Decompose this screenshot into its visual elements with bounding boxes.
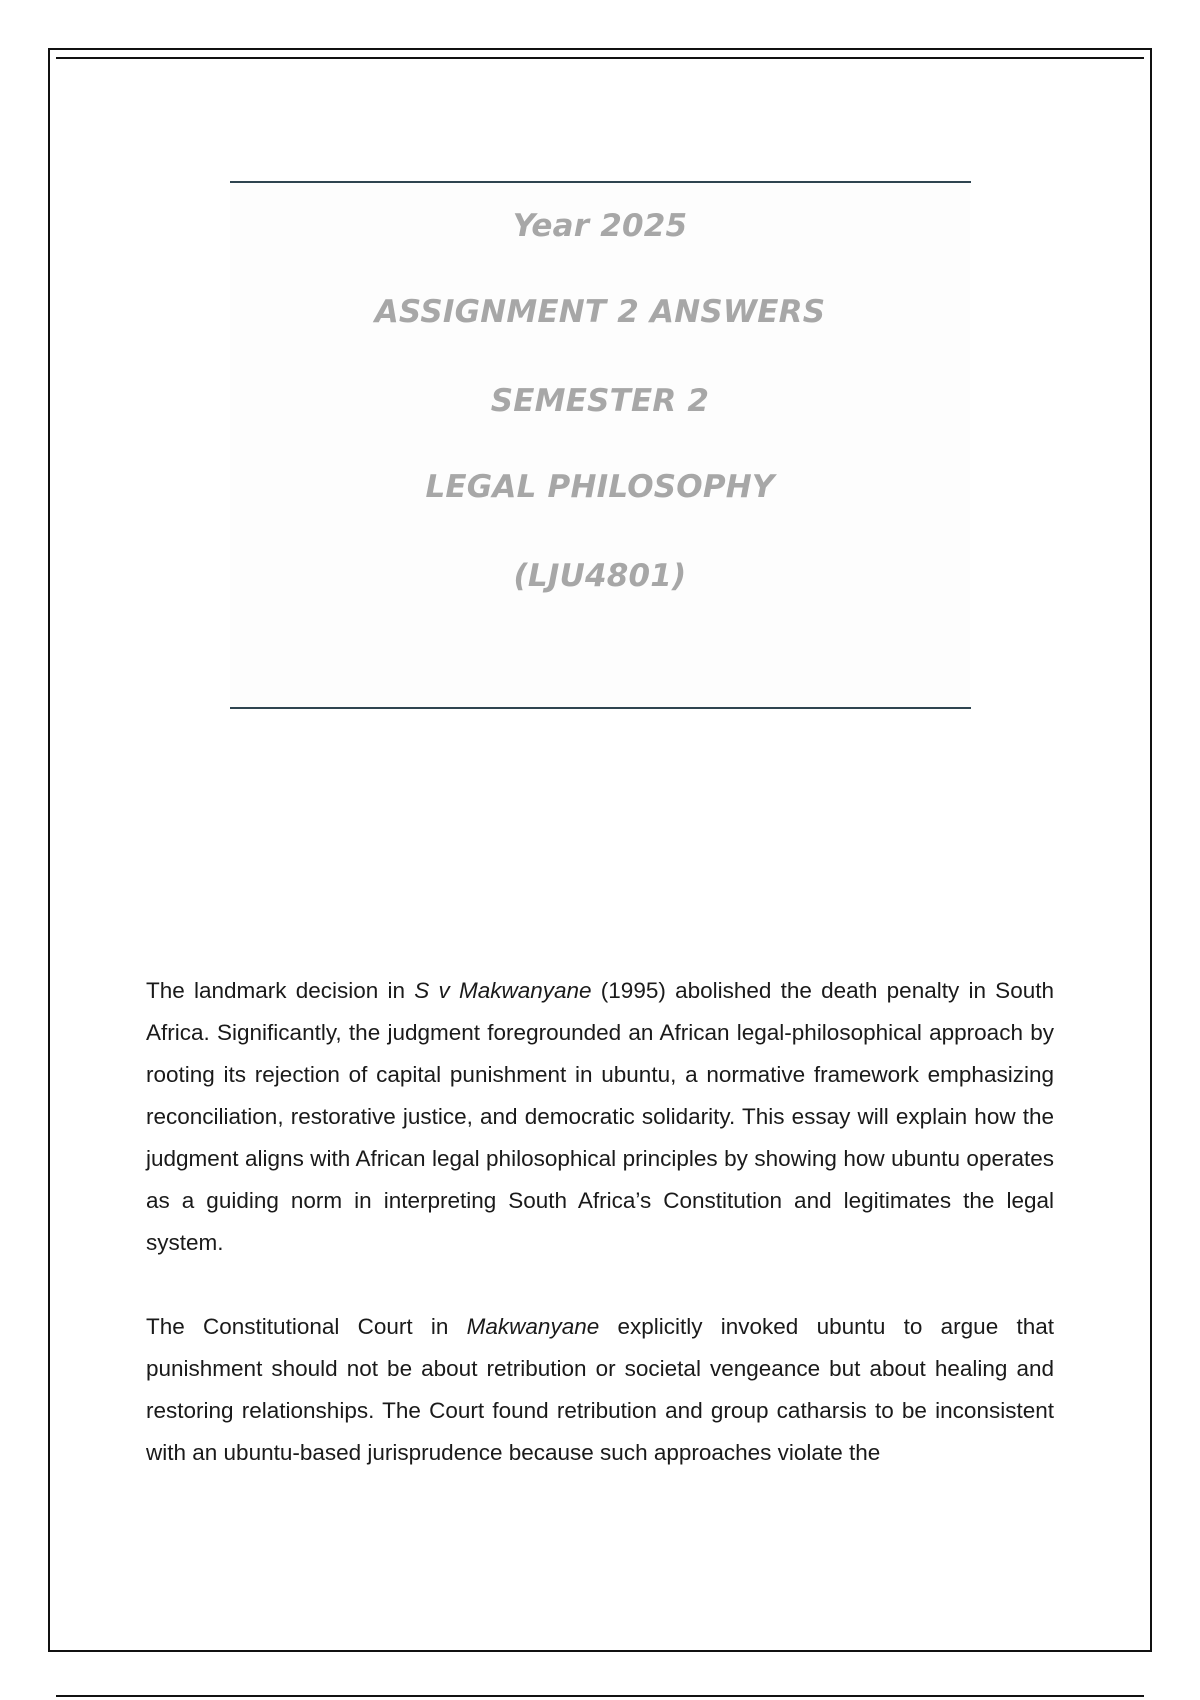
- cover-title-block: [230, 181, 970, 709]
- paragraph-text: The landmark decision in: [146, 978, 415, 1003]
- cover-module-name: LEGAL PHILOSOPHY: [425, 469, 775, 505]
- cover-module-code: (LJU4801): [513, 558, 687, 594]
- next-page-top-border: [56, 1695, 1144, 1697]
- cover-assignment-title: ASSIGNMENT 2 ANSWERS: [374, 294, 826, 330]
- essay-body: [146, 970, 1054, 1516]
- cover-year: Year 2025: [512, 208, 688, 244]
- paragraph-text: explicitly invoked ubuntu to argue that punishment should not be about retribution or societal vengeance but about healing and restoring relationships. The Court found retribution and group catharsis to be inconsistent with an ubuntu-based jurisprudence because such approaches violate the: [146, 1314, 1054, 1465]
- paragraph-text: The Constitutional Court in: [146, 1314, 467, 1339]
- case-name: Makwanyane: [466, 1314, 600, 1339]
- essay-paragraph-2: [146, 1306, 1054, 1474]
- case-name: S v Makwanyane: [414, 978, 592, 1003]
- paragraph-text: (1995) abolished the death penalty in South Africa. Significantly, the judgment foregrounded an African legal-philosophical approach by rooting its rejection of capital punishment in ubuntu, a normative framework emphasizing reconciliation, restorative justice, and democratic solidarity. This essay will explain how the judgment aligns with African legal philosophical principles by showing how ubuntu operates as a guiding norm in interpreting South Africa’s Constitution and legitimates the legal system.: [146, 978, 1054, 1255]
- cover-bottom-rule: [230, 707, 971, 709]
- cover-top-rule: [230, 181, 971, 183]
- page-border-double-line: [56, 57, 1144, 59]
- essay-paragraph-1: [146, 970, 1054, 1264]
- cover-semester: SEMESTER 2: [490, 383, 710, 419]
